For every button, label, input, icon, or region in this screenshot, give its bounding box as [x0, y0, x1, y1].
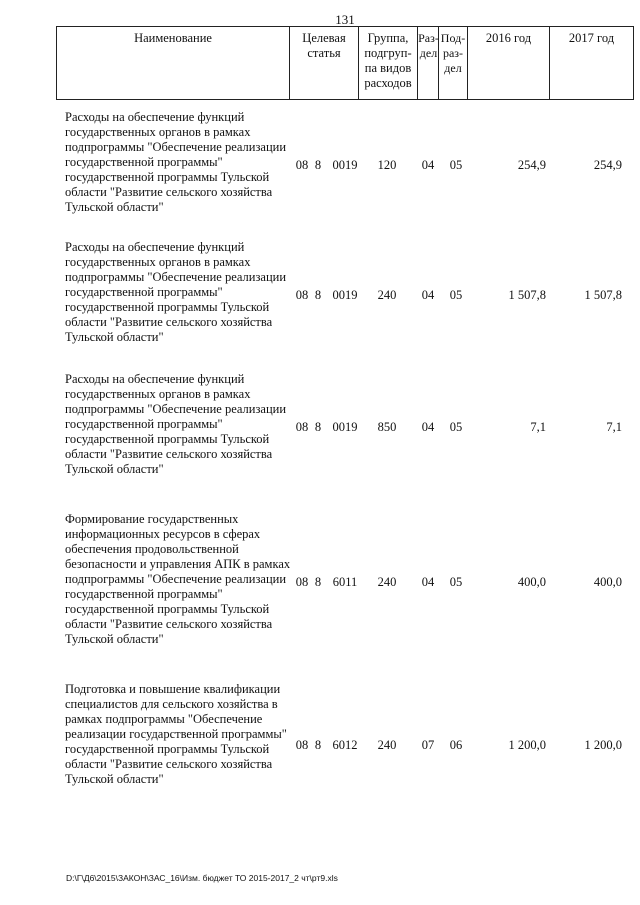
- code-direction: 0019: [332, 420, 358, 434]
- row-value-2016: 400,0: [517, 575, 546, 589]
- header-year-2016: 2016 год: [485, 31, 532, 45]
- header-name: Наименование: [134, 31, 212, 45]
- page-number: 131: [335, 12, 355, 27]
- row-subsection: 05: [449, 575, 463, 589]
- code-subprogram: 8: [314, 420, 322, 434]
- footer-file-path: D:\Г\Д6\2015\ЗАКОН\ЗАС_16\Изм. бюджет ТО 2015-2017_2 чт\рт9.xls: [66, 873, 338, 883]
- row-value-2017: 1 507,8: [584, 288, 622, 302]
- row-name: Расходы на обеспечение функций государственных органов в рамках подпрограммы "Обеспечение реализации государственной программы" государственной программы Тульской области "Развитие сельского хозяйства Тульской области": [65, 110, 287, 214]
- row-section: 07: [421, 738, 435, 752]
- code-program: 08: [295, 288, 309, 302]
- code-direction: 0019: [332, 288, 358, 302]
- code-direction: 0019: [332, 158, 358, 172]
- header-subsection: Под-раз-дел: [440, 31, 466, 75]
- header-divider: [289, 27, 290, 99]
- header-section: Раз-дел: [418, 31, 439, 60]
- header-target-article: Целевая статья: [302, 31, 346, 60]
- row-subsection: 06: [449, 738, 463, 752]
- row-group: 240: [377, 575, 397, 589]
- row-subsection: 05: [449, 420, 463, 434]
- row-value-2016: 7,1: [530, 420, 546, 434]
- row-subsection: 05: [449, 158, 463, 172]
- row-subsection: 05: [449, 288, 463, 302]
- row-group: 850: [377, 420, 397, 434]
- row-group: 240: [377, 288, 397, 302]
- row-section: 04: [421, 288, 435, 302]
- row-value-2016: 254,9: [517, 158, 546, 172]
- row-name: Расходы на обеспечение функций государственных органов в рамках подпрограммы "Обеспечение реализации государственной программы" государственной программы Тульской области "Развитие сельского хозяйства Тульской области": [65, 372, 287, 476]
- code-program: 08: [295, 420, 309, 434]
- row-group: 120: [377, 158, 397, 172]
- row-section: 04: [421, 575, 435, 589]
- header-group: Группа, подгруп-па видов расходов: [364, 31, 412, 90]
- code-program: 08: [295, 158, 309, 172]
- code-program: 08: [295, 575, 309, 589]
- table-header: [56, 26, 634, 100]
- row-group: 240: [377, 738, 397, 752]
- row-section: 04: [421, 158, 435, 172]
- row-name: Формирование государственных информационных ресурсов в сферах обеспечения продовольственной безопасности и управления АПК в рамках подпрограммы "Обеспечение реализации государственной программы" государственной программы Тульской области "Развитие сельского хозяйства Тульской области": [65, 512, 291, 646]
- row-name: Подготовка и повышение квалификации специалистов для сельского хозяйства в рамках подпрограммы "Обеспечение реализации государственной программы" государственной программы Тульской области "Развитие сельского хозяйства Тульской области": [65, 682, 287, 786]
- row-name: Расходы на обеспечение функций государственных органов в рамках подпрограммы "Обеспечение реализации государственной программы" государственной программы Тульской области "Развитие сельского хозяйства Тульской области": [65, 240, 287, 344]
- row-section: 04: [421, 420, 435, 434]
- code-direction: 6012: [332, 738, 358, 752]
- row-value-2017: 254,9: [593, 158, 622, 172]
- row-value-2016: 1 200,0: [508, 738, 546, 752]
- code-program: 08: [295, 738, 309, 752]
- row-value-2017: 400,0: [593, 575, 622, 589]
- header-year-2017: 2017 год: [568, 31, 615, 45]
- code-subprogram: 8: [314, 288, 322, 302]
- code-subprogram: 8: [314, 575, 322, 589]
- row-value-2017: 7,1: [606, 420, 622, 434]
- code-subprogram: 8: [314, 738, 322, 752]
- row-value-2017: 1 200,0: [584, 738, 622, 752]
- code-direction: 6011: [332, 575, 358, 589]
- row-value-2016: 1 507,8: [508, 288, 546, 302]
- code-subprogram: 8: [314, 158, 322, 172]
